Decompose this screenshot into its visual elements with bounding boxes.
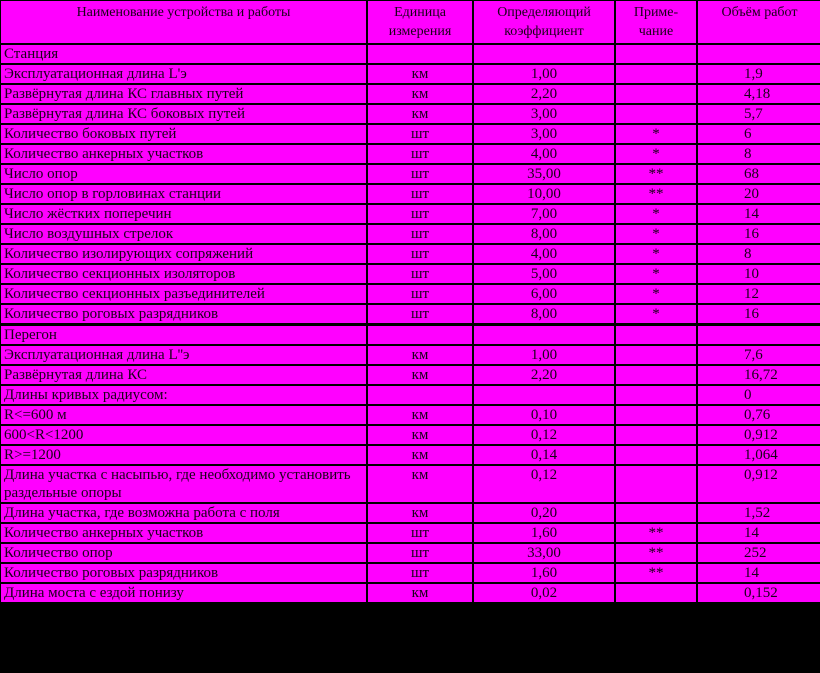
table-row [1, 285, 820, 303]
cell-unit: шт [368, 225, 472, 243]
cell-unit [368, 386, 472, 404]
cell-coefficient: 4,00 [474, 145, 614, 163]
table-row [1, 105, 820, 123]
cell-volume: 252 [698, 544, 820, 562]
cell-name: Длина моста с ездой понизу [1, 584, 366, 602]
cell-coefficient: 0,12 [474, 466, 614, 502]
cell-volume: 5,7 [698, 105, 820, 123]
cell-volume: 0,152 [698, 584, 820, 602]
cell-coefficient: 2,20 [474, 85, 614, 103]
cell-volume: 16 [698, 225, 820, 243]
cell-coefficient: 6,00 [474, 285, 614, 303]
table-row [1, 366, 820, 384]
table-row [1, 446, 820, 464]
cell-name: Количество роговых разрядников [1, 564, 366, 582]
cell-coefficient: 1,60 [474, 524, 614, 542]
cell-note [616, 105, 696, 123]
cell-volume: 1,52 [698, 504, 820, 522]
cell-note [616, 366, 696, 384]
cell-note: ** [616, 544, 696, 562]
empty-cell [616, 45, 696, 63]
cell-name: Количество изолирующих сопряжений [1, 245, 366, 263]
cell-volume: 1,9 [698, 65, 820, 83]
table-row [1, 245, 820, 263]
cell-coefficient: 5,00 [474, 265, 614, 283]
cell-note: * [616, 125, 696, 143]
cell-note [616, 504, 696, 522]
cell-note [616, 584, 696, 602]
cell-note [616, 346, 696, 364]
cell-coefficient: 35,00 [474, 165, 614, 183]
cell-unit: км [368, 366, 472, 384]
table-row [1, 564, 820, 582]
cell-volume: 0 [698, 386, 820, 404]
table-row [1, 85, 820, 103]
cell-volume: 14 [698, 205, 820, 223]
table-row [1, 406, 820, 424]
section-title: Перегон [1, 325, 366, 344]
cell-unit: км [368, 406, 472, 424]
cell-volume: 12 [698, 285, 820, 303]
table-body [1, 45, 820, 602]
cell-name: Развёрнутая длина КС главных путей [1, 85, 366, 103]
cell-coefficient: 4,00 [474, 245, 614, 263]
header-volume: Объём работ [698, 1, 820, 43]
cell-name: Число воздушных стрелок [1, 225, 366, 243]
cell-coefficient: 3,00 [474, 105, 614, 123]
table-row [1, 145, 820, 163]
table-row [1, 466, 820, 502]
cell-note [616, 65, 696, 83]
cell-volume: 4,18 [698, 85, 820, 103]
cell-note: * [616, 205, 696, 223]
cell-name: Количество боковых путей [1, 125, 366, 143]
cell-unit: шт [368, 524, 472, 542]
cell-name: 600<R<1200 [1, 426, 366, 444]
cell-volume: 10 [698, 265, 820, 283]
cell-note: * [616, 145, 696, 163]
cell-note: ** [616, 564, 696, 582]
cell-volume: 0,76 [698, 406, 820, 424]
table-row [1, 346, 820, 364]
cell-volume: 14 [698, 524, 820, 542]
cell-unit: км [368, 346, 472, 364]
header-name: Наименование устройства и работы [1, 1, 366, 43]
cell-coefficient: 7,00 [474, 205, 614, 223]
cell-unit: шт [368, 205, 472, 223]
cell-note: * [616, 265, 696, 283]
cell-volume: 1,064 [698, 446, 820, 464]
table-row [1, 544, 820, 562]
cell-note [616, 426, 696, 444]
cell-coefficient: 1,60 [474, 564, 614, 582]
cell-volume: 0,912 [698, 426, 820, 444]
cell-volume: 14 [698, 564, 820, 582]
cell-volume: 6 [698, 125, 820, 143]
cell-coefficient: 1,00 [474, 65, 614, 83]
cell-unit: шт [368, 265, 472, 283]
cell-unit: км [368, 466, 472, 502]
empty-cell [474, 45, 614, 63]
cell-note [616, 85, 696, 103]
cell-unit: шт [368, 305, 472, 323]
section-title: Станция [1, 45, 366, 63]
header-note: Приме-чание [616, 1, 696, 43]
cell-unit: шт [368, 544, 472, 562]
cell-coefficient [474, 386, 614, 404]
table-row [1, 165, 820, 183]
cell-name: Количество анкерных участков [1, 145, 366, 163]
cell-unit: км [368, 85, 472, 103]
cell-coefficient: 2,20 [474, 366, 614, 384]
cell-name: Длина участка с насыпью, где необходимо установить раздельные опоры [1, 466, 366, 502]
cell-name: Длина участка, где возможна работа с поля [1, 504, 366, 522]
cell-coefficient: 8,00 [474, 225, 614, 243]
section-row [1, 325, 820, 344]
table-row [1, 65, 820, 83]
header-unit: Единица измерения [368, 1, 472, 43]
table-row [1, 584, 820, 602]
cell-note [616, 386, 696, 404]
cell-name: Число опор в горловинах станции [1, 185, 366, 203]
cell-volume: 7,6 [698, 346, 820, 364]
cell-unit: км [368, 446, 472, 464]
empty-cell [474, 325, 614, 344]
empty-cell [368, 45, 472, 63]
cell-note [616, 446, 696, 464]
cell-name: Развёрнутая длина КС [1, 366, 366, 384]
cell-note: * [616, 285, 696, 303]
cell-coefficient: 33,00 [474, 544, 614, 562]
cell-note: * [616, 305, 696, 323]
cell-volume: 16,72 [698, 366, 820, 384]
cell-name: Число жёстких поперечин [1, 205, 366, 223]
cell-unit: км [368, 105, 472, 123]
table-row [1, 504, 820, 522]
table-row [1, 265, 820, 283]
cell-coefficient: 0,14 [474, 446, 614, 464]
cell-unit: км [368, 504, 472, 522]
cell-name: Количество анкерных участков [1, 524, 366, 542]
header-row [1, 1, 820, 43]
cell-volume: 0,912 [698, 466, 820, 502]
table-row [1, 225, 820, 243]
empty-cell [368, 325, 472, 344]
cell-coefficient: 1,00 [474, 346, 614, 364]
cell-coefficient: 8,00 [474, 305, 614, 323]
cell-volume: 8 [698, 145, 820, 163]
cell-unit: шт [368, 564, 472, 582]
table-row [1, 185, 820, 203]
cell-volume: 68 [698, 165, 820, 183]
table-row [1, 125, 820, 143]
cell-name: Количество роговых разрядников [1, 305, 366, 323]
cell-name: Эксплуатационная длина L'э [1, 65, 366, 83]
cell-unit: шт [368, 285, 472, 303]
cell-unit: км [368, 584, 472, 602]
cell-note: * [616, 225, 696, 243]
cell-name: Количество опор [1, 544, 366, 562]
table-row [1, 386, 820, 404]
cell-coefficient: 10,00 [474, 185, 614, 203]
cell-name: Эксплуатационная длина L''э [1, 346, 366, 364]
cell-unit: шт [368, 245, 472, 263]
empty-cell [616, 325, 696, 344]
cell-note [616, 466, 696, 502]
table-row [1, 524, 820, 542]
cell-name: Развёрнутая длина КС боковых путей [1, 105, 366, 123]
cell-note: ** [616, 524, 696, 542]
cell-coefficient: 0,12 [474, 426, 614, 444]
cell-volume: 8 [698, 245, 820, 263]
cell-unit: шт [368, 145, 472, 163]
empty-cell [698, 325, 820, 344]
cell-coefficient: 0,20 [474, 504, 614, 522]
cell-note: ** [616, 185, 696, 203]
cell-coefficient: 0,02 [474, 584, 614, 602]
cell-name: Длины кривых радиусом: [1, 386, 366, 404]
cell-unit: шт [368, 185, 472, 203]
cell-name: R<=600 м [1, 406, 366, 424]
table-row [1, 426, 820, 444]
cell-name: R>=1200 [1, 446, 366, 464]
table-row [1, 305, 820, 323]
cell-note [616, 406, 696, 424]
table-row [1, 205, 820, 223]
cell-note: * [616, 245, 696, 263]
cell-unit: км [368, 65, 472, 83]
cell-unit: шт [368, 125, 472, 143]
section-row [1, 45, 820, 63]
cell-coefficient: 3,00 [474, 125, 614, 143]
cell-note: ** [616, 165, 696, 183]
empty-cell [698, 45, 820, 63]
cell-name: Число опор [1, 165, 366, 183]
cell-unit: км [368, 426, 472, 444]
cell-name: Количество секционных изоляторов [1, 265, 366, 283]
cell-name: Количество секционных разъединителей [1, 285, 366, 303]
cell-volume: 16 [698, 305, 820, 323]
cell-coefficient: 0,10 [474, 406, 614, 424]
cell-volume: 20 [698, 185, 820, 203]
header-coefficient: Определяющий коэффициент [474, 1, 614, 43]
cell-unit: шт [368, 165, 472, 183]
